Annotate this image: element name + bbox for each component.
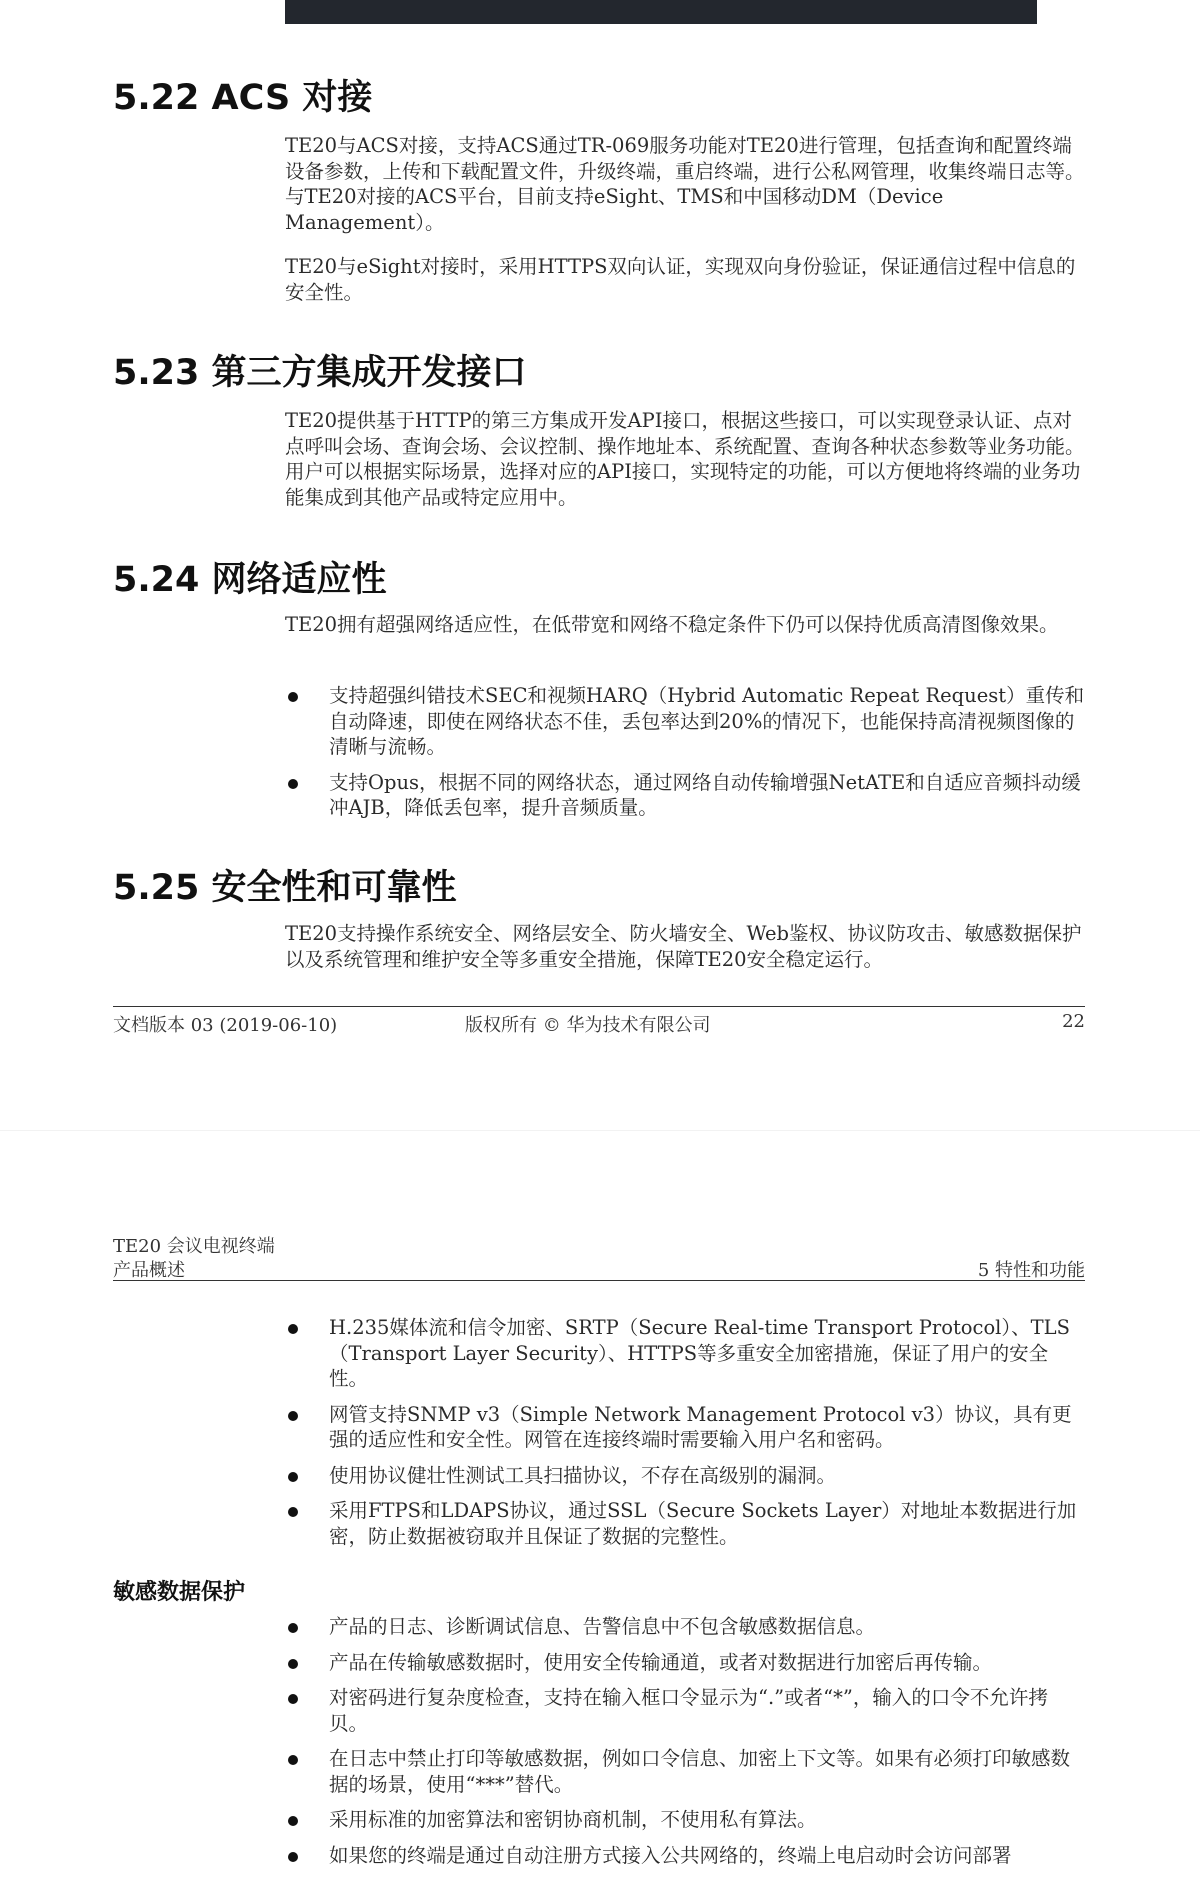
- bullet-icon: [288, 1623, 298, 1633]
- bullet-icon: [288, 1694, 298, 1704]
- product-name: TE20 会议电视终端: [113, 1236, 275, 1257]
- section-heading-5-25: 5.25 安全性和可靠性: [113, 868, 457, 908]
- bullet-icon: [288, 1411, 298, 1421]
- section-heading-5-24: 5.24 网络适应性: [113, 560, 387, 600]
- section-5-23-paragraph-1: TE20提供基于HTTP的第三方集成开发API接口，根据这些接口，可以实现登录认证、点对点呼叫会场、查询会场、会议控制、操作地址本、系统配置、查询各种状态参数等业务功能。用户可以根据实际场景，选择对应的API接口，实现特定的功能，可以方便地将终端的业务功能集成到其他产品或特定应用中。: [285, 409, 1085, 509]
- list-item: 采用FTPS和LDAPS协议，通过SSL（Secure Sockets Layer）对地址本数据进行加密，防止数据被窃取并且保证了数据的完整性。: [285, 1498, 1085, 1549]
- doc-type: 产品概述: [113, 1260, 185, 1281]
- sensitive-data-bullet-list: [285, 1614, 1085, 1878]
- bullet-icon: [288, 779, 298, 789]
- list-item: 采用标准的加密算法和密钥协商机制，不使用私有算法。: [285, 1807, 1085, 1833]
- list-item: 对密码进行复杂度检查，支持在输入框口令显示为“.”或者“*”，输入的口令不允许拷贝。: [285, 1685, 1085, 1736]
- top-image-strip: [285, 0, 1037, 24]
- bullet-icon: [288, 1324, 298, 1334]
- security-bullet-list: [285, 1315, 1085, 1559]
- section-5-22-paragraph-1: TE20与ACS对接，支持ACS通过TR-069服务功能对TE20进行管理，包括查询和配置终端设备参数，上传和下载配置文件，升级终端，重启终端，进行公私网管理，收集终端日志等。与TE20对接的ACS平台，目前支持eSight、TMS和中国移动DM（Device Management）。: [285, 134, 1085, 234]
- section-5-24-bullet-list: [285, 683, 1085, 831]
- bullet-icon: [288, 1755, 298, 1765]
- section-heading-5-22: 5.22 ACS 对接: [113, 78, 373, 118]
- list-item: 产品的日志、诊断调试信息、告警信息中不包含敏感数据信息。: [285, 1614, 1085, 1640]
- list-item: 产品在传输敏感数据时，使用安全传输通道，或者对数据进行加密后再传输。: [285, 1650, 1085, 1676]
- page-footer: [113, 1006, 1085, 1037]
- list-item: 使用协议健壮性测试工具扫描协议，不存在高级别的漏洞。: [285, 1463, 1085, 1489]
- list-item: 在日志中禁止打印等敏感数据，例如口令信息、加密上下文等。如果有必须打印敏感数据的场景，使用“***”替代。: [285, 1746, 1085, 1797]
- bullet-icon: [288, 1816, 298, 1826]
- section-5-25-paragraph-1: TE20支持操作系统安全、网络层安全、防火墙安全、Web鉴权、协议防攻击、敏感数据保护以及系统管理和维护安全等多重安全措施，保障TE20安全稳定运行。: [285, 922, 1082, 971]
- list-item: H.235媒体流和信令加密、SRTP（Secure Real-time Transport Protocol）、TLS（Transport Layer Security）、HTTPS等多重安全加密措施，保证了用户的安全性。: [285, 1315, 1085, 1392]
- section-5-22-paragraph-2: TE20与eSight对接时，采用HTTPS双向认证，实现双向身份验证，保证通信过程中信息的安全性。: [285, 255, 1076, 304]
- list-item: 如果您的终端是通过自动注册方式接入公共网络的，终端上电启动时会访问部署: [285, 1843, 1085, 1869]
- list-item: 支持Opus，根据不同的网络状态，通过网络自动传输增强NetATE和自适应音频抖动缓冲AJB，降低丢包率，提升音频质量。: [285, 770, 1085, 821]
- copyright: 版权所有 © 华为技术有限公司: [465, 1015, 711, 1036]
- bullet-icon: [288, 692, 298, 702]
- bullet-icon: [288, 1852, 298, 1862]
- section-5-24-paragraph-1: TE20拥有超强网络适应性，在低带宽和网络不稳定条件下仍可以保持优质高清图像效果。: [285, 613, 1059, 636]
- doc-version: 文档版本 03 (2019-06-10): [113, 1015, 338, 1036]
- list-item: 网管支持SNMP v3（Simple Network Management Protocol v3）协议，具有更强的适应性和安全性。网管在连接终端时需要输入用户名和密码。: [285, 1402, 1085, 1453]
- section-heading-5-23: 5.23 第三方集成开发接口: [113, 353, 527, 393]
- list-item: 支持超强纠错技术SEC和视频HARQ（Hybrid Automatic Repeat Request）重传和自动降速，即使在网络状态不佳，丢包率达到20%的情况下，也能保持高清视频图像的清晰与流畅。: [285, 683, 1085, 760]
- subheading-sensitive-data: 敏感数据保护: [113, 1580, 246, 1605]
- bullet-icon: [288, 1659, 298, 1669]
- page-number: 22: [1062, 1011, 1085, 1032]
- bullet-icon: [288, 1507, 298, 1517]
- chapter-title: 5 特性和功能: [977, 1260, 1085, 1281]
- running-header: [113, 1230, 1085, 1281]
- page-separator: [0, 1130, 1200, 1131]
- bullet-icon: [288, 1472, 298, 1482]
